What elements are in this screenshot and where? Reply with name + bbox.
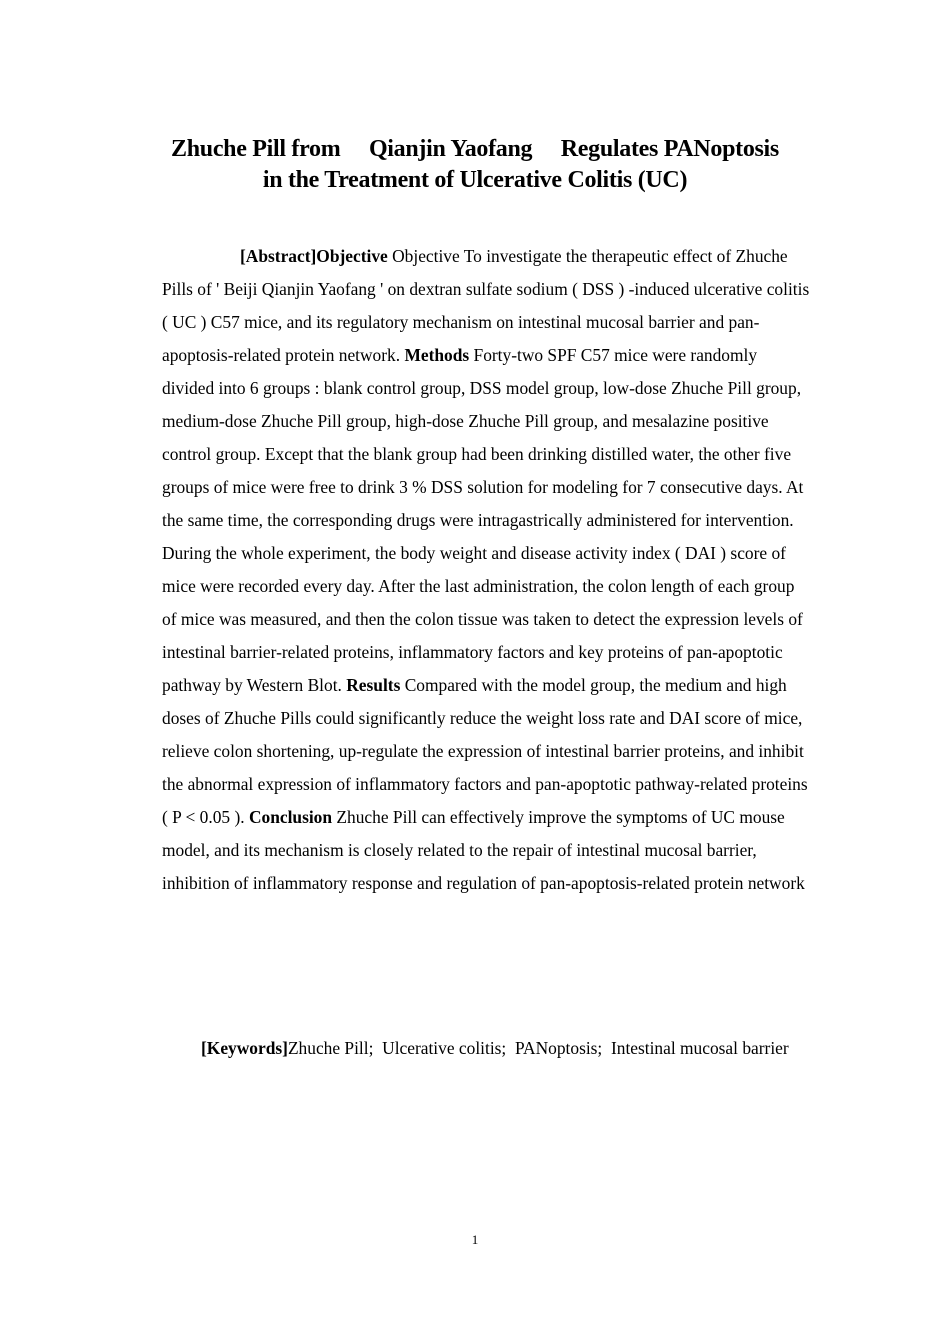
keywords-label: [Keywords] [201,1038,288,1058]
objective-text: Objective To investigate the therapeutic effect of Zhuche Pills of ' Beiji Qianjin Yaofang ' on dextran sulfate sodium ( DSS ) -induced ulcerative colitis ( UC ) C57 mice, and its regulatory mechanism on intestinal mucosal barrier and pan-apoptosis-related protein network. [162,246,810,365]
abstract-label: [Abstract] [240,246,317,266]
keyword-item: PANoptosis; [514,1038,603,1058]
conclusion-text: Zhuche Pill can effectively improve the symptoms of UC mouse model, and its mechanism is closely related to the repair of intestinal mucosal barrier, inhibition of inflammatory response and regulation of pan-apoptosis-related protein network [162,807,805,893]
abstract-paragraph [162,240,810,900]
keyword-item: Intestinal mucosal barrier [610,1038,789,1058]
paper-title [0,134,950,196]
keyword-item: Ulcerative colitis; [382,1038,507,1058]
results-label: Results [346,675,401,695]
objective-label: Objective [316,246,388,266]
methods-text: Forty-two SPF C57 mice were randomly divided into 6 groups : blank control group, DSS model group, low-dose Zhuche Pill group, medium-dose Zhuche Pill group, high-dose Zhuche Pill group, and mesalazine positive control group. Except that the blank group had been drinking distilled water, the other five groups of mice were free to drink 3 % DSS solution for modeling for 7 consecutive days. At the same time, the corresponding drugs were intragastrically administered for intervention. During the whole experiment, the body weight and disease activity index ( DAI ) score of mice were recorded every day. After the last administration, the colon length of each group of mice was measured, and then the colon tissue was taken to detect the expression levels of intestinal barrier-related proteins, inflammatory factors and key proteins of pan-apoptotic pathway by Western Blot. [162,345,804,695]
results-text: Compared with the model group, the medium and high doses of Zhuche Pills could significantly reduce the weight loss rate and DAI score of mice, relieve colon shortening, up-regulate the expression of intestinal barrier proteins, and inhibit the abnormal expression of inflammatory factors and pan-apoptotic pathway-related proteins ( P < 0.05 ). [162,675,808,827]
conclusion-label: Conclusion [248,807,333,827]
title-line-2: in the Treatment of Ulcerative Colitis (UC) [262,167,688,193]
keyword-item: Zhuche Pill; [287,1038,374,1058]
keywords-paragraph [144,1032,804,1065]
page-number: 1 [471,1232,479,1247]
methods-label: Methods [404,345,470,365]
title-line-1: Zhuche Pill from Qianjin Yaofang Regulates PANoptosis [171,136,779,162]
